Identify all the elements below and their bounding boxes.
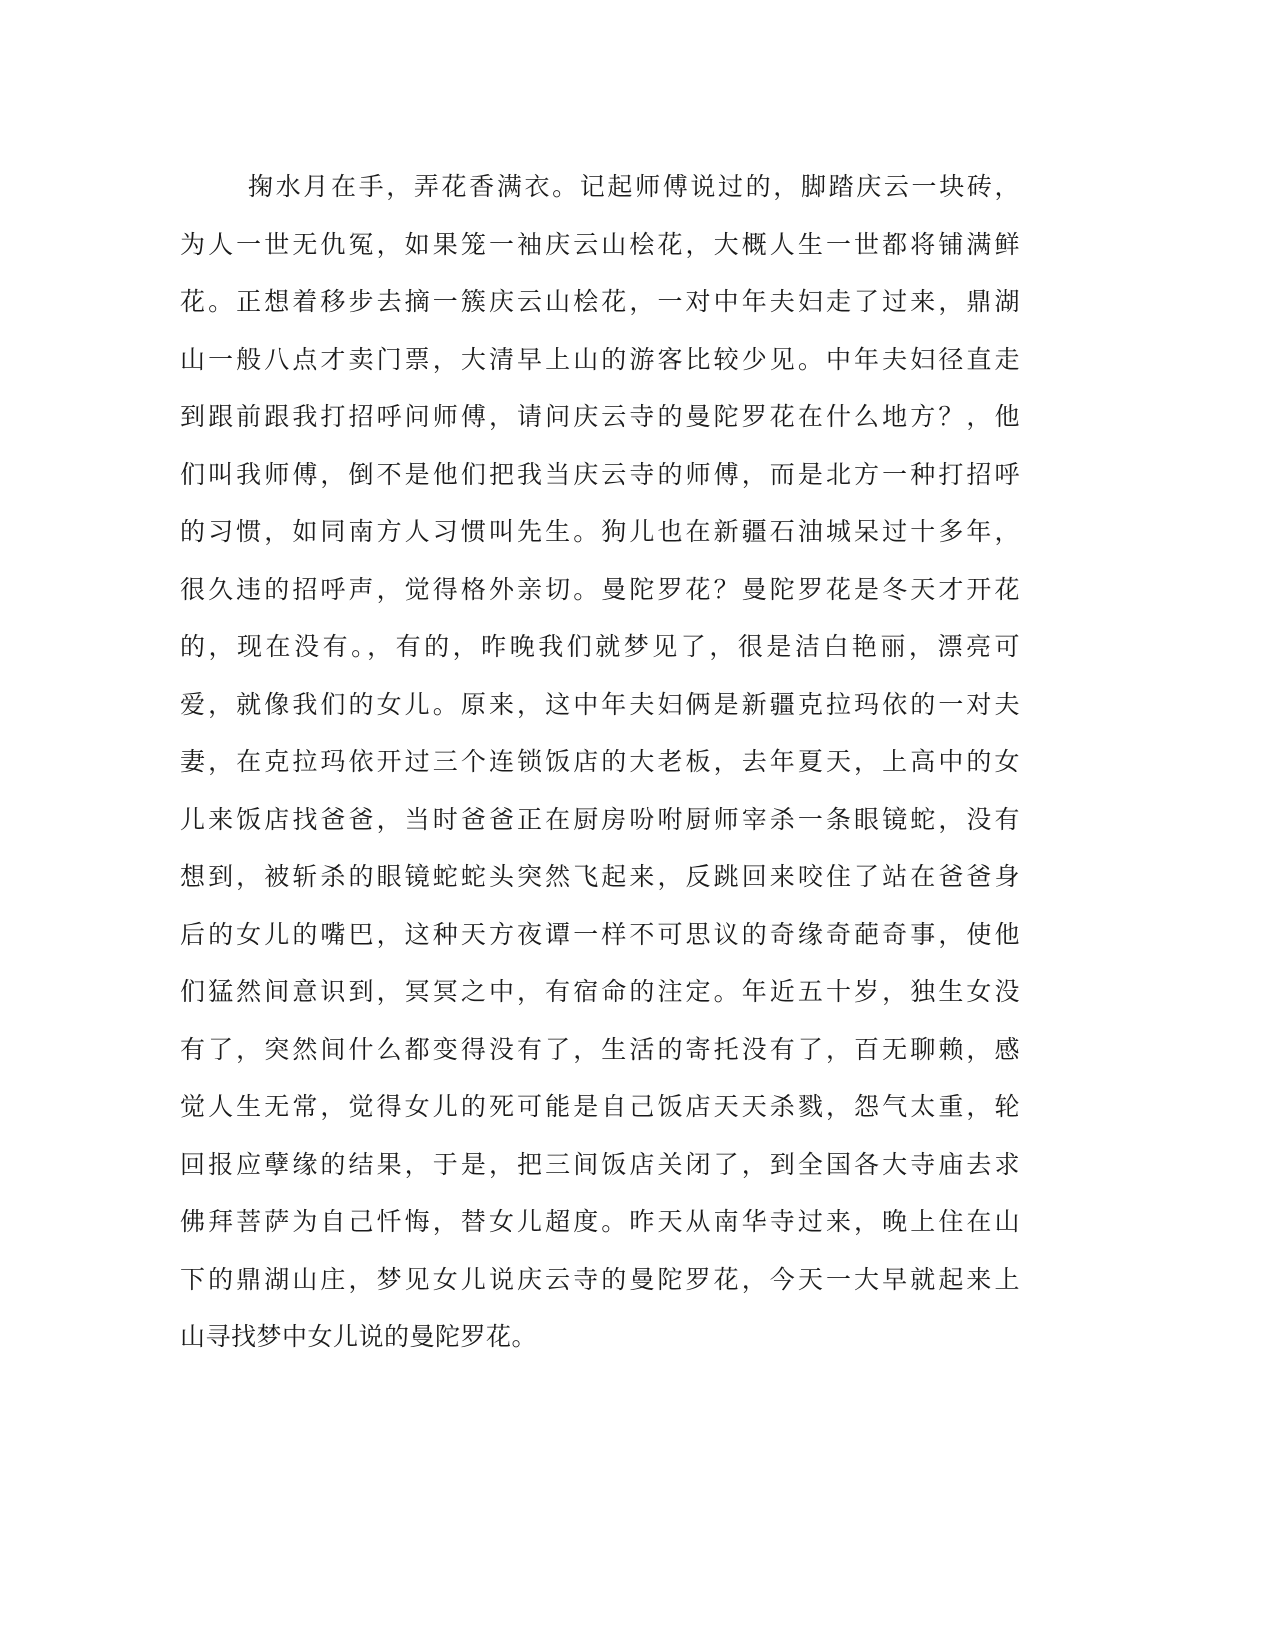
paragraph-line: 掬水月在手，弄花香满衣。记起师傅说过的，脚踏庆云一块砖， — [248, 172, 1020, 201]
paragraph-line: 有了，突然间什么都变得没有了，生活的寄托没有了，百无聊赖，感 — [180, 1034, 1020, 1064]
paragraph-line: 想到，被斩杀的眼镜蛇蛇头突然飞起来，反跳回来咬住了站在爸爸身 — [180, 862, 1020, 891]
paragraph-line: 儿来饭店找爸爸，当时爸爸正在厨房吩咐厨师宰杀一条眼镜蛇，没有 — [180, 804, 1020, 834]
paragraph-line: 们猛然间意识到，冥冥之中，有宿命的注定。年近五十岁，独生女没 — [180, 977, 1020, 1006]
paragraph-line: 山一般八点才卖门票，大清早上山的游客比较少见。中年夫妇径直走 — [180, 344, 1020, 374]
paragraph-line: 觉人生无常，觉得女儿的死可能是自己饭店天天杀戮，怨气太重，轮 — [180, 1092, 1020, 1121]
paragraph-line: 们叫我师傅，倒不是他们把我当庆云寺的师傅，而是北方一种打招呼 — [180, 459, 1020, 489]
paragraph-line: 下的鼎湖山庄，梦见女儿说庆云寺的曼陀罗花，今天一大早就起来上 — [180, 1264, 1020, 1294]
body-paragraph — [180, 158, 1020, 1366]
paragraph-line: 山寻找梦中女儿说的曼陀罗花。 — [180, 1322, 538, 1351]
paragraph-line: 佛拜菩萨为自己忏悔，替女儿超度。昨天从南华寺过来，晚上住在山 — [180, 1207, 1020, 1236]
paragraph-line: 回报应孽缘的结果，于是，把三间饭店关闭了，到全国各大寺庙去求 — [180, 1149, 1020, 1179]
paragraph-line: 的，现在没有。，有的，昨晚我们就梦见了，很是洁白艳丽，漂亮可 — [180, 632, 1020, 661]
paragraph-line: 的习惯，如同南方人习惯叫先生。狗儿也在新疆石油城呆过十多年， — [180, 517, 1020, 546]
paragraph-line: 到跟前跟我打招呼问师傅，请问庆云寺的曼陀罗花在什么地方？，他 — [180, 402, 1020, 431]
paragraph-line: 妻，在克拉玛依开过三个连锁饭店的大老板，去年夏天，上高中的女 — [180, 747, 1020, 776]
paragraph-line: 很久违的招呼声，觉得格外亲切。曼陀罗花？曼陀罗花是冬天才开花 — [180, 574, 1020, 604]
paragraph-line: 后的女儿的嘴巴，这种天方夜谭一样不可思议的奇缘奇葩奇事，使他 — [180, 919, 1020, 949]
paragraph-line: 爱，就像我们的女儿。原来，这中年夫妇俩是新疆克拉玛依的一对夫 — [180, 689, 1020, 719]
paragraph-line: 花。正想着移步去摘一簇庆云山桧花，一对中年夫妇走了过来，鼎湖 — [180, 287, 1020, 316]
paragraph-line: 为人一世无仇冤，如果笼一袖庆云山桧花，大概人生一世都将铺满鲜 — [180, 229, 1020, 259]
